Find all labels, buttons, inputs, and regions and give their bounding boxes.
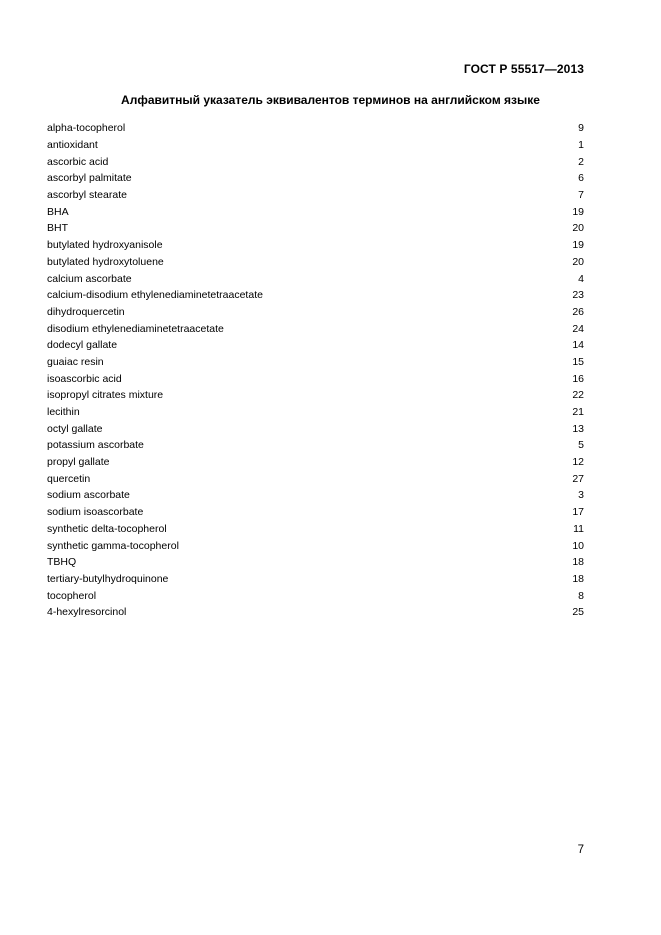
index-term: propyl gallate: [47, 456, 110, 469]
index-term-number: 20: [572, 222, 584, 235]
index-term: ascorbyl palmitate: [47, 172, 132, 185]
index-term-number: 18: [572, 572, 584, 585]
index-entry: [47, 554, 584, 571]
index-term: disodium ethylenediaminetetraacetate: [47, 322, 224, 335]
index-entry: [47, 187, 584, 204]
index-term-number: 19: [572, 239, 584, 252]
index-entry: [47, 203, 584, 220]
index-term-number: 3: [578, 489, 584, 502]
index-entry: [47, 387, 584, 404]
index-term-number: 14: [572, 339, 584, 352]
document-code: ГОСТ Р 55517—2013: [463, 62, 584, 76]
index-entry: [47, 470, 584, 487]
index-entry: [47, 587, 584, 604]
index-term-number: 23: [572, 289, 584, 302]
index-entry: [47, 287, 584, 304]
index-entry: [47, 120, 584, 137]
index-term-number: 4: [578, 272, 584, 285]
index-term-number: 25: [572, 606, 584, 619]
index-term-number: 20: [572, 255, 584, 268]
index-term: dihydroquercetin: [47, 305, 125, 318]
index-term-number: 7: [578, 189, 584, 202]
index-entry: [47, 437, 584, 454]
index-term-number: 1: [578, 139, 584, 152]
index-term: synthetic gamma-tocopherol: [47, 539, 179, 552]
index-term-number: 27: [572, 472, 584, 485]
index-term-number: 5: [578, 439, 584, 452]
index-entry: [47, 320, 584, 337]
index-term: BHA: [47, 205, 69, 218]
index-entry: [47, 170, 584, 187]
index-term-number: 9: [578, 122, 584, 135]
index-entry: [47, 237, 584, 254]
index-term: calcium-disodium ethylenediaminetetraacetate: [47, 289, 263, 302]
index-entry: [47, 270, 584, 287]
index-term: sodium ascorbate: [47, 489, 130, 502]
index-term: isoascorbic acid: [47, 372, 122, 385]
index-term: ascorbyl stearate: [47, 189, 127, 202]
index-term: lecithin: [47, 406, 80, 419]
index-term-number: 11: [573, 522, 584, 535]
index-term-number: 24: [572, 322, 584, 335]
index-entry: [47, 604, 584, 621]
index-term-number: 2: [578, 155, 584, 168]
index-entry: [47, 404, 584, 421]
index-term-number: 17: [572, 506, 584, 519]
index-term-number: 21: [572, 406, 584, 419]
index-term-number: 26: [572, 305, 584, 318]
index-entry: [47, 487, 584, 504]
index-term: tertiary-butylhydroquinone: [47, 572, 169, 585]
page-number: 7: [577, 844, 584, 856]
index-entry: [47, 504, 584, 521]
index-entry: [47, 254, 584, 271]
index-entry: [47, 354, 584, 371]
index-term: octyl gallate: [47, 422, 103, 435]
index-term: tocopherol: [47, 589, 97, 602]
index-entry: [47, 304, 584, 321]
index-title: Алфавитный указатель эквивалентов терминов на английском языке: [121, 93, 540, 107]
index-term: 4-hexylresorcinol: [47, 606, 127, 619]
index-term-number: 22: [572, 389, 584, 402]
index-term-number: 15: [572, 355, 584, 368]
index-entry: [47, 454, 584, 471]
index-term-number: 8: [578, 589, 584, 602]
index-entry: [47, 153, 584, 170]
index-entry: [47, 220, 584, 237]
index-term: guaiac resin: [47, 355, 104, 368]
index-term-number: 16: [572, 372, 584, 385]
index-term: antioxidant: [47, 139, 98, 152]
index-term: isopropyl citrates mixture: [47, 389, 164, 402]
index-term: BHT: [47, 222, 68, 235]
index-term-number: 6: [578, 172, 584, 185]
index-term-number: 18: [572, 556, 584, 569]
term-index-list: [47, 120, 584, 621]
index-entry: [47, 537, 584, 554]
index-term: quercetin: [47, 472, 91, 485]
index-entry: [47, 370, 584, 387]
index-term: butylated hydroxyanisole: [47, 239, 163, 252]
index-term: synthetic delta-tocopherol: [47, 522, 167, 535]
index-entry: [47, 137, 584, 154]
index-term: dodecyl gallate: [47, 339, 118, 352]
index-term: butylated hydroxytoluene: [47, 255, 164, 268]
index-term: potassium ascorbate: [47, 439, 144, 452]
index-term: alpha-tocopherol: [47, 122, 126, 135]
index-term-number: 12: [572, 456, 584, 469]
index-entry: [47, 521, 584, 538]
index-term: sodium isoascorbate: [47, 506, 144, 519]
index-term-number: 13: [572, 422, 584, 435]
index-term-number: 10: [572, 539, 584, 552]
index-term: TBHQ: [47, 556, 77, 569]
index-entry: [47, 337, 584, 354]
index-term-number: 19: [572, 205, 584, 218]
index-entry: [47, 420, 584, 437]
index-entry: [47, 571, 584, 588]
index-term: ascorbic acid: [47, 155, 109, 168]
index-term: calcium ascorbate: [47, 272, 132, 285]
